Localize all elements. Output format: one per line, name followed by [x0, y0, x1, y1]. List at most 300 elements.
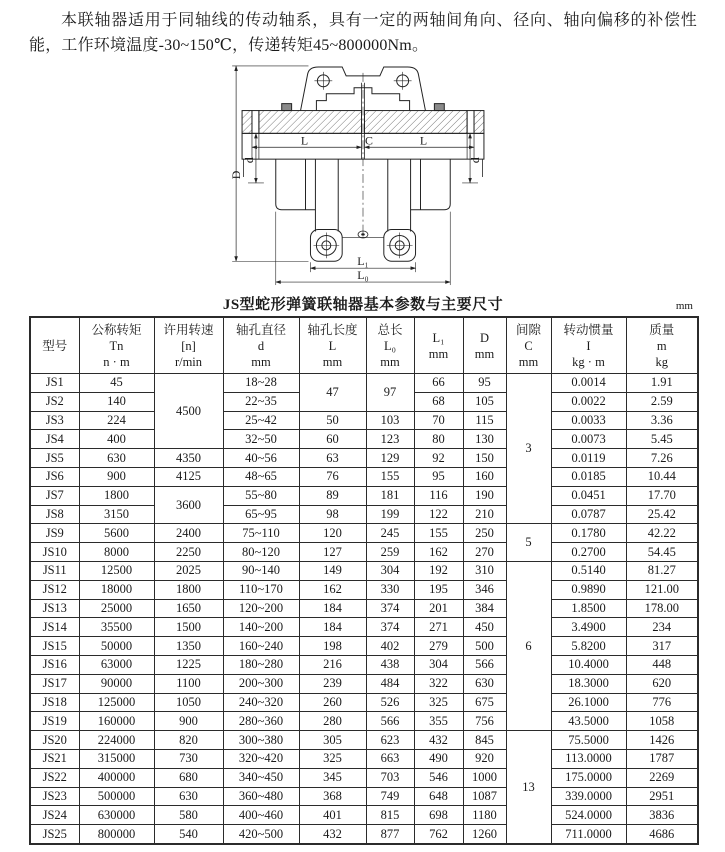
cell-L: 50 [299, 411, 366, 430]
cell-tn: 18000 [79, 580, 154, 599]
cell-L: 162 [299, 580, 366, 599]
cell-tn: 25000 [79, 599, 154, 618]
cell-D: 105 [463, 392, 506, 411]
cell-model: JS3 [30, 411, 79, 430]
cell-L1: 122 [414, 505, 463, 524]
cell-n: 3600 [154, 486, 223, 524]
cell-n: 1650 [154, 599, 223, 618]
cell-n: 900 [154, 712, 223, 731]
cell-tn: 50000 [79, 637, 154, 656]
cell-mass: 776 [626, 693, 698, 712]
cell-n: 2250 [154, 543, 223, 562]
cell-tn: 5600 [79, 524, 154, 543]
header-row [30, 317, 698, 374]
cell-d: 200~300 [223, 674, 299, 693]
cell-L0: 566 [366, 712, 414, 731]
cell-model: JS2 [30, 392, 79, 411]
cell-n: 4125 [154, 467, 223, 486]
cell-model: JS7 [30, 486, 79, 505]
cell-model: JS6 [30, 467, 79, 486]
cell-D: 95 [463, 374, 506, 393]
cell-D: 270 [463, 543, 506, 562]
table-row [30, 430, 698, 449]
cell-mass: 10.44 [626, 467, 698, 486]
cell-L1: 279 [414, 637, 463, 656]
cell-I: 0.0022 [551, 392, 626, 411]
cell-L1: 195 [414, 580, 463, 599]
cell-n: 1500 [154, 618, 223, 637]
cell-model: JS9 [30, 524, 79, 543]
cell-L1: 116 [414, 486, 463, 505]
cell-L: 60 [299, 430, 366, 449]
bolt-crosshair-top-left [314, 72, 332, 90]
cell-mass: 178.00 [626, 599, 698, 618]
nut-right [434, 104, 444, 111]
cell-mass: 54.45 [626, 543, 698, 562]
table-row [30, 693, 698, 712]
cell-L1: 80 [414, 430, 463, 449]
table-row [30, 505, 698, 524]
cell-L0: 245 [366, 524, 414, 543]
label-L1: L₁ [357, 254, 369, 269]
cell-mass: 5.45 [626, 430, 698, 449]
cell-tn: 90000 [79, 674, 154, 693]
cell-model: JS19 [30, 712, 79, 731]
cell-I: 0.0119 [551, 449, 626, 468]
cell-mass: 1787 [626, 749, 698, 768]
label-L0: L₀ [357, 268, 369, 283]
table-title-bar [29, 293, 697, 313]
table-row [30, 749, 698, 768]
cell-D: 675 [463, 693, 506, 712]
cell-L1: 762 [414, 825, 463, 844]
cell-model: JS4 [30, 430, 79, 449]
table-row [30, 374, 698, 393]
cell-L: 280 [299, 712, 366, 731]
cell-D: 500 [463, 637, 506, 656]
cell-L0: 374 [366, 599, 414, 618]
cell-L: 184 [299, 618, 366, 637]
col-header-bore-length: 轴孔长度 L mm [299, 317, 366, 374]
cell-model: JS21 [30, 749, 79, 768]
cell-model: JS11 [30, 561, 79, 580]
nut-left [282, 104, 292, 111]
label-C: C [364, 133, 373, 148]
technical-drawing [228, 61, 498, 289]
cell-I: 26.1000 [551, 693, 626, 712]
cell-L1: 304 [414, 655, 463, 674]
cell-L1: 698 [414, 806, 463, 825]
cell-I: 175.0000 [551, 768, 626, 787]
cell-L: 345 [299, 768, 366, 787]
cell-model: JS12 [30, 580, 79, 599]
cell-tn: 900 [79, 467, 154, 486]
cell-I: 0.0033 [551, 411, 626, 430]
cell-n: 630 [154, 787, 223, 806]
spec-table [29, 316, 699, 845]
cell-d: 420~500 [223, 825, 299, 844]
cell-L0: 526 [366, 693, 414, 712]
cell-tn: 160000 [79, 712, 154, 731]
cell-L: 368 [299, 787, 366, 806]
cell-L1: 546 [414, 768, 463, 787]
cell-n: 4350 [154, 449, 223, 468]
table-row [30, 712, 698, 731]
cell-D: 566 [463, 655, 506, 674]
cell-L0: 402 [366, 637, 414, 656]
label-L-left: L [300, 133, 309, 148]
cell-tn: 500000 [79, 787, 154, 806]
cell-tn: 8000 [79, 543, 154, 562]
cell-n: 1050 [154, 693, 223, 712]
cell-model: JS13 [30, 599, 79, 618]
cell-L: 239 [299, 674, 366, 693]
cell-L: 120 [299, 524, 366, 543]
cell-d: 140~200 [223, 618, 299, 637]
cell-n: 820 [154, 731, 223, 750]
cell-n: 2025 [154, 561, 223, 580]
table-row [30, 806, 698, 825]
cell-D: 310 [463, 561, 506, 580]
cell-L: 216 [299, 655, 366, 674]
cell-n: 1800 [154, 580, 223, 599]
cell-d: 120~200 [223, 599, 299, 618]
cell-I: 0.2700 [551, 543, 626, 562]
cell-L: 184 [299, 599, 366, 618]
cell-model: JS20 [30, 731, 79, 750]
col-header-speed: 许用转速 [n] r/min [154, 317, 223, 374]
cell-tn: 35500 [79, 618, 154, 637]
cell-mass: 4686 [626, 825, 698, 844]
cell-mass: 7.26 [626, 449, 698, 468]
cell-tn: 224000 [79, 731, 154, 750]
cell-mass: 1.91 [626, 374, 698, 393]
cell-tn: 1800 [79, 486, 154, 505]
cell-L0: 815 [366, 806, 414, 825]
cell-L0: 123 [366, 430, 414, 449]
cell-d: 110~170 [223, 580, 299, 599]
cell-d: 48~65 [223, 467, 299, 486]
cell-mass: 234 [626, 618, 698, 637]
table-row [30, 655, 698, 674]
cell-L0: 877 [366, 825, 414, 844]
col-header-bore: 轴孔直径 d mm [223, 317, 299, 374]
cell-D: 210 [463, 505, 506, 524]
cell-L: 63 [299, 449, 366, 468]
cell-d: 75~110 [223, 524, 299, 543]
cell-C: 5 [506, 524, 551, 562]
table-row [30, 467, 698, 486]
col-header-D: D mm [463, 317, 506, 374]
cell-d: 400~460 [223, 806, 299, 825]
cell-d: 320~420 [223, 749, 299, 768]
cell-L1: 490 [414, 749, 463, 768]
cell-d: 32~50 [223, 430, 299, 449]
cell-tn: 400 [79, 430, 154, 449]
col-header-inertia: 转动惯量 I kg · m [551, 317, 626, 374]
cell-model: JS14 [30, 618, 79, 637]
cell-tn: 630000 [79, 806, 154, 825]
cell-mass: 620 [626, 674, 698, 693]
cell-L: 98 [299, 505, 366, 524]
cell-model: JS25 [30, 825, 79, 844]
cell-d: 22~35 [223, 392, 299, 411]
cell-L: 47 [299, 374, 366, 412]
cell-L0: 304 [366, 561, 414, 580]
cell-I: 0.1780 [551, 524, 626, 543]
cell-L1: 648 [414, 787, 463, 806]
cell-model: JS23 [30, 787, 79, 806]
table-row [30, 787, 698, 806]
cell-d: 160~240 [223, 637, 299, 656]
cell-L0: 623 [366, 731, 414, 750]
cell-d: 55~80 [223, 486, 299, 505]
cell-tn: 63000 [79, 655, 154, 674]
cell-L1: 162 [414, 543, 463, 562]
cell-L0: 374 [366, 618, 414, 637]
cell-d: 80~120 [223, 543, 299, 562]
cell-d: 18~28 [223, 374, 299, 393]
col-header-model: 型号 [30, 317, 79, 374]
cell-I: 10.4000 [551, 655, 626, 674]
table-row [30, 580, 698, 599]
cell-mass: 3836 [626, 806, 698, 825]
cell-D: 190 [463, 486, 506, 505]
cell-n: 580 [154, 806, 223, 825]
cell-n: 2400 [154, 524, 223, 543]
table-row [30, 599, 698, 618]
cell-tn: 3150 [79, 505, 154, 524]
cell-L: 325 [299, 749, 366, 768]
col-header-L1: L₁ mm [414, 317, 463, 374]
cell-L0: 103 [366, 411, 414, 430]
cell-D: 920 [463, 749, 506, 768]
cell-model: JS17 [30, 674, 79, 693]
cell-model: JS18 [30, 693, 79, 712]
cell-L0: 663 [366, 749, 414, 768]
cell-L0: 181 [366, 486, 414, 505]
cell-D: 450 [463, 618, 506, 637]
cell-n: 680 [154, 768, 223, 787]
cell-D: 250 [463, 524, 506, 543]
label-d-right: d [467, 157, 482, 164]
cell-mass: 1058 [626, 712, 698, 731]
cell-d: 280~360 [223, 712, 299, 731]
cell-D: 160 [463, 467, 506, 486]
cell-d: 300~380 [223, 731, 299, 750]
col-header-total-length: 总长 L₀ mm [366, 317, 414, 374]
cell-L0: 199 [366, 505, 414, 524]
cell-I: 5.8200 [551, 637, 626, 656]
cell-L0: 438 [366, 655, 414, 674]
cell-model: JS15 [30, 637, 79, 656]
table-row [30, 543, 698, 562]
table-row [30, 449, 698, 468]
table-row [30, 731, 698, 750]
cell-d: 65~95 [223, 505, 299, 524]
cell-mass: 17.70 [626, 486, 698, 505]
cell-D: 150 [463, 449, 506, 468]
cell-I: 75.5000 [551, 731, 626, 750]
cell-L1: 192 [414, 561, 463, 580]
cell-L: 89 [299, 486, 366, 505]
cell-tn: 45 [79, 374, 154, 393]
table-row [30, 486, 698, 505]
cell-I: 524.0000 [551, 806, 626, 825]
cell-C: 13 [506, 731, 551, 844]
cell-L: 149 [299, 561, 366, 580]
cell-mass: 3.36 [626, 411, 698, 430]
cell-D: 1180 [463, 806, 506, 825]
cell-d: 180~280 [223, 655, 299, 674]
coupling-section-drawing [228, 61, 498, 289]
label-L-right: L [419, 133, 428, 148]
label-D: D [229, 170, 244, 180]
cell-tn: 140 [79, 392, 154, 411]
cell-L1: 92 [414, 449, 463, 468]
cell-I: 0.0185 [551, 467, 626, 486]
cell-tn: 125000 [79, 693, 154, 712]
cell-L0: 703 [366, 768, 414, 787]
table-title: JS型蛇形弹簧联轴器基本参数与主要尺寸 [222, 297, 504, 313]
col-header-mass: 质量 m kg [626, 317, 698, 374]
cell-I: 711.0000 [551, 825, 626, 844]
cell-d: 340~450 [223, 768, 299, 787]
cell-D: 384 [463, 599, 506, 618]
cell-I: 0.0451 [551, 486, 626, 505]
cell-L1: 325 [414, 693, 463, 712]
table-row [30, 524, 698, 543]
cell-D: 346 [463, 580, 506, 599]
bolt-crosshair-bottom-right [387, 232, 413, 258]
table-row [30, 561, 698, 580]
cell-D: 1260 [463, 825, 506, 844]
cell-L1: 155 [414, 524, 463, 543]
cell-L1: 66 [414, 374, 463, 393]
cell-C: 6 [506, 561, 551, 730]
cell-I: 1.8500 [551, 599, 626, 618]
cell-I: 0.0073 [551, 430, 626, 449]
cell-d: 25~42 [223, 411, 299, 430]
cell-mass: 25.42 [626, 505, 698, 524]
cell-tn: 224 [79, 411, 154, 430]
cell-L1: 70 [414, 411, 463, 430]
cell-mass: 81.27 [626, 561, 698, 580]
cell-tn: 315000 [79, 749, 154, 768]
table-row [30, 411, 698, 430]
cell-tn: 12500 [79, 561, 154, 580]
cell-D: 115 [463, 411, 506, 430]
cell-D: 756 [463, 712, 506, 731]
cell-I: 3.4900 [551, 618, 626, 637]
bolt-crosshair-top-right [394, 72, 412, 90]
cell-n: 1350 [154, 637, 223, 656]
cell-D: 845 [463, 731, 506, 750]
boss-left [276, 159, 316, 210]
cell-n: 1100 [154, 674, 223, 693]
table-unit: mm [675, 300, 693, 312]
cell-L1: 271 [414, 618, 463, 637]
cell-d: 90~140 [223, 561, 299, 580]
cell-D: 1087 [463, 787, 506, 806]
table-row [30, 637, 698, 656]
cell-mass: 42.22 [626, 524, 698, 543]
cell-model: JS1 [30, 374, 79, 393]
cell-model: JS5 [30, 449, 79, 468]
cell-mass: 317 [626, 637, 698, 656]
cell-C: 3 [506, 374, 551, 524]
cell-L0: 155 [366, 467, 414, 486]
cell-model: JS16 [30, 655, 79, 674]
cell-L0: 330 [366, 580, 414, 599]
cell-L0: 97 [366, 374, 414, 412]
cell-d: 40~56 [223, 449, 299, 468]
cell-tn: 630 [79, 449, 154, 468]
cell-L1: 201 [414, 599, 463, 618]
cell-L1: 432 [414, 731, 463, 750]
cell-I: 0.0014 [551, 374, 626, 393]
cell-I: 0.0787 [551, 505, 626, 524]
col-header-torque: 公称转矩 Tn n · m [79, 317, 154, 374]
cell-n: 730 [154, 749, 223, 768]
cell-L1: 95 [414, 467, 463, 486]
table-row [30, 674, 698, 693]
cell-mass: 2951 [626, 787, 698, 806]
cell-L: 305 [299, 731, 366, 750]
bolt-crosshair-bottom-left [313, 232, 339, 258]
cell-model: JS22 [30, 768, 79, 787]
col-header-gap: 间隙 C mm [506, 317, 551, 374]
cell-model: JS24 [30, 806, 79, 825]
cell-I: 113.0000 [551, 749, 626, 768]
cell-D: 130 [463, 430, 506, 449]
cell-mass: 448 [626, 655, 698, 674]
cell-L: 401 [299, 806, 366, 825]
cell-tn: 800000 [79, 825, 154, 844]
cell-n: 540 [154, 825, 223, 844]
table-row [30, 618, 698, 637]
cell-L1: 355 [414, 712, 463, 731]
cell-n: 1225 [154, 655, 223, 674]
cell-D: 1000 [463, 768, 506, 787]
cell-I: 43.5000 [551, 712, 626, 731]
cell-L1: 68 [414, 392, 463, 411]
cell-mass: 2.59 [626, 392, 698, 411]
cell-L: 198 [299, 637, 366, 656]
table-row [30, 825, 698, 844]
table-row [30, 768, 698, 787]
label-d-left: d [241, 157, 256, 164]
cell-L1: 322 [414, 674, 463, 693]
cell-I: 0.5140 [551, 561, 626, 580]
cell-L: 260 [299, 693, 366, 712]
cell-L: 432 [299, 825, 366, 844]
cell-d: 240~320 [223, 693, 299, 712]
intro-paragraph: 本联轴器适用于同轴线的传动轴系，具有一定的两轴间角向、径向、轴向偏移的补偿性能，工作环境温度-30~150℃，传递转矩45~800000Nm。 [29, 12, 697, 54]
cell-L0: 749 [366, 787, 414, 806]
cell-L: 76 [299, 467, 366, 486]
cell-mass: 121.00 [626, 580, 698, 599]
cell-L0: 129 [366, 449, 414, 468]
cell-mass: 1426 [626, 731, 698, 750]
cell-I: 0.9890 [551, 580, 626, 599]
cell-model: JS8 [30, 505, 79, 524]
cell-tn: 400000 [79, 768, 154, 787]
cell-d: 360~480 [223, 787, 299, 806]
cell-D: 630 [463, 674, 506, 693]
cell-mass: 2269 [626, 768, 698, 787]
boss-right [411, 159, 451, 210]
